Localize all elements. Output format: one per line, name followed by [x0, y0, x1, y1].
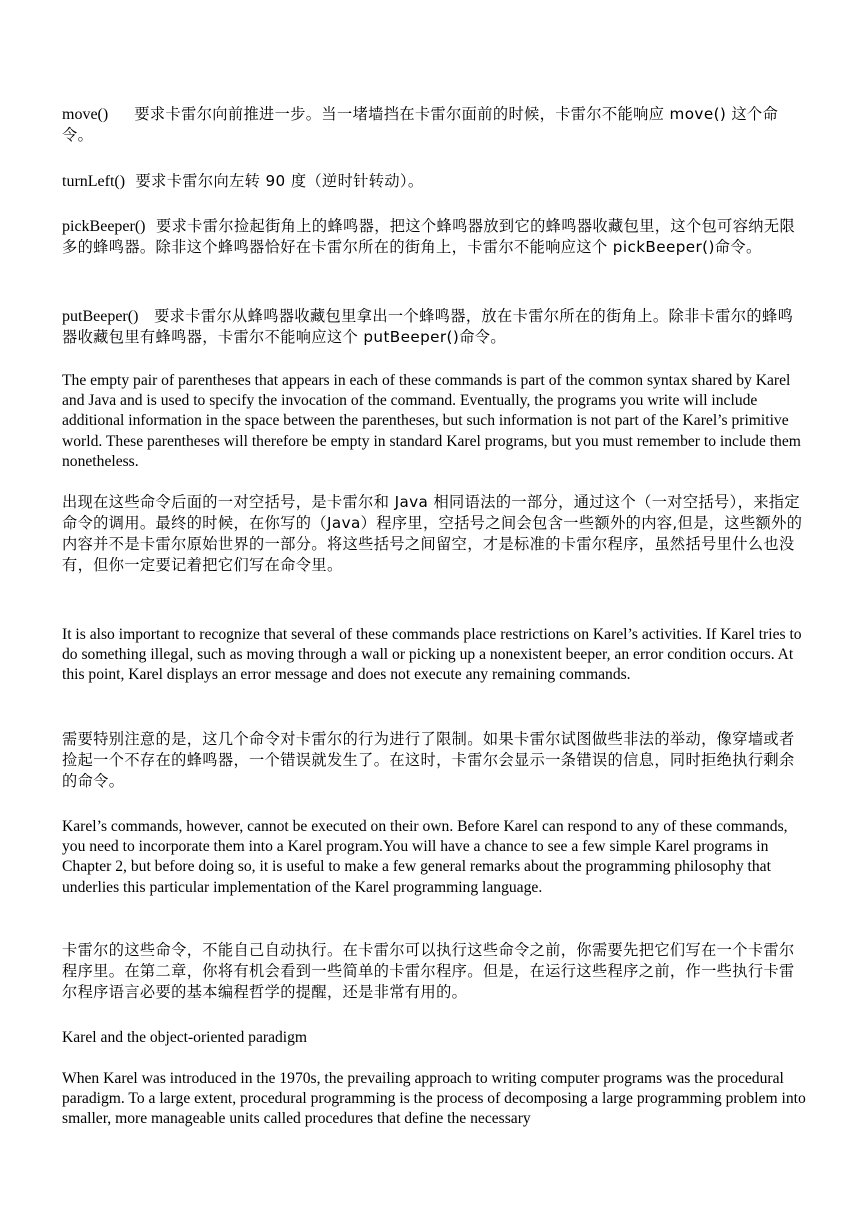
command-name: putBeeper(): [62, 308, 139, 325]
command-pickbeeper: [62, 216, 808, 258]
paragraph-program-cn: 卡雷尔的这些命令，不能自己自动执行。在卡雷尔可以执行这些命令之前，你需要先把它们写在一个卡雷尔程序里。在第二章，你将有机会看到一些简单的卡雷尔程序。但是，在运行这些程序之前，作一些执行卡雷尔程序语言必要的基本编程哲学的提醒，还是非常有用的。: [62, 941, 795, 1001]
paragraph-parentheses-cn: 出现在这些命令后面的一对空括号，是卡雷尔和 Java 相同语法的一部分，通过这个（一对空括号），来指定命令的调用。最终的时候，在你写的（Java）程序里，空括号之间会包含一些额外的内容,但是，这些额外的内容并不是卡雷尔原始世界的一部分。将这些括号之间留空，才是标准的卡雷尔程序，虽然括号里什么也没有，但你一定要记着把它们写在命令里。: [62, 493, 803, 574]
paragraph-restrictions-en: It is also important to recognize that several of these commands place restrictions on Karel’s activities. If Karel tries to do something illegal, such as moving through a wall or picking up a nonexistent beeper, an error condition occurs. At this point, Karel displays an error message and does not execute any remaining commands.: [62, 626, 802, 684]
paragraph-restrictions-cn: 需要特别注意的是，这几个命令对卡雷尔的行为进行了限制。如果卡雷尔试图做些非法的举动，像穿墙或者捡起一个不存在的蜂鸣器，一个错误就发生了。在这时，卡雷尔会显示一条错误的信息，同时拒绝执行剩余的命令。: [62, 730, 795, 790]
paragraph-procedural-en: When Karel was introduced in the 1970s, the prevailing approach to writing computer programs was the procedural paradigm. To a large extent, procedural programming is the process of decomposing a large programming problem into smaller, more manageable units called procedures that define the necessary: [62, 1070, 806, 1128]
command-name: turnLeft(): [62, 173, 126, 190]
command-name: pickBeeper(): [62, 218, 146, 235]
command-name: move(): [62, 106, 109, 123]
command-putbeeper: [62, 306, 808, 348]
command-description: 要求卡雷尔从蜂鸣器收藏包里拿出一个蜂鸣器，放在卡雷尔所在的街角上。除非卡雷尔的蜂鸣器收藏包里有蜂鸣器，卡雷尔不能响应这个 putBeeper()命令。: [62, 307, 794, 346]
command-description: 要求卡雷尔捡起街角上的蜂鸣器，把这个蜂鸣器放到它的蜂鸣器收藏包里，这个包可容纳无限多的蜂鸣器。除非这个蜂鸣器恰好在卡雷尔所在的街角上，卡雷尔不能响应这个 pickBeeper()命令。: [62, 217, 796, 256]
command-description: 要求卡雷尔向前推进一步。当一堵墙挡在卡雷尔面前的时候，卡雷尔不能响应 move() 这个命令。: [62, 105, 779, 144]
command-move: [62, 104, 808, 146]
command-description: 要求卡雷尔向左转 90 度（逆时针转动）。: [135, 172, 424, 190]
section-heading: Karel and the object-oriented paradigm: [62, 1029, 308, 1046]
paragraph-parentheses-en: The empty pair of parentheses that appears in each of these commands is part of the common syntax shared by Karel and Java and is used to specify the invocation of the command. Eventually, the programs you write will include additional information in the space between the parentheses, but such information is not part of the Karel’s primitive world. These parentheses will therefore be empty in standard Karel programs, but you must remember to include them nonetheless.: [62, 372, 801, 470]
command-turnleft: [62, 171, 808, 192]
paragraph-program-en: Karel’s commands, however, cannot be executed on their own. Before Karel can respond to any of these commands, you need to incorporate them into a Karel program.You will have a chance to see a few simple Karel programs in Chapter 2, but before doing so, it is useful to make a few general remarks about the programming philosophy that underlies this particular implementation of the Karel programming language.: [62, 818, 788, 896]
